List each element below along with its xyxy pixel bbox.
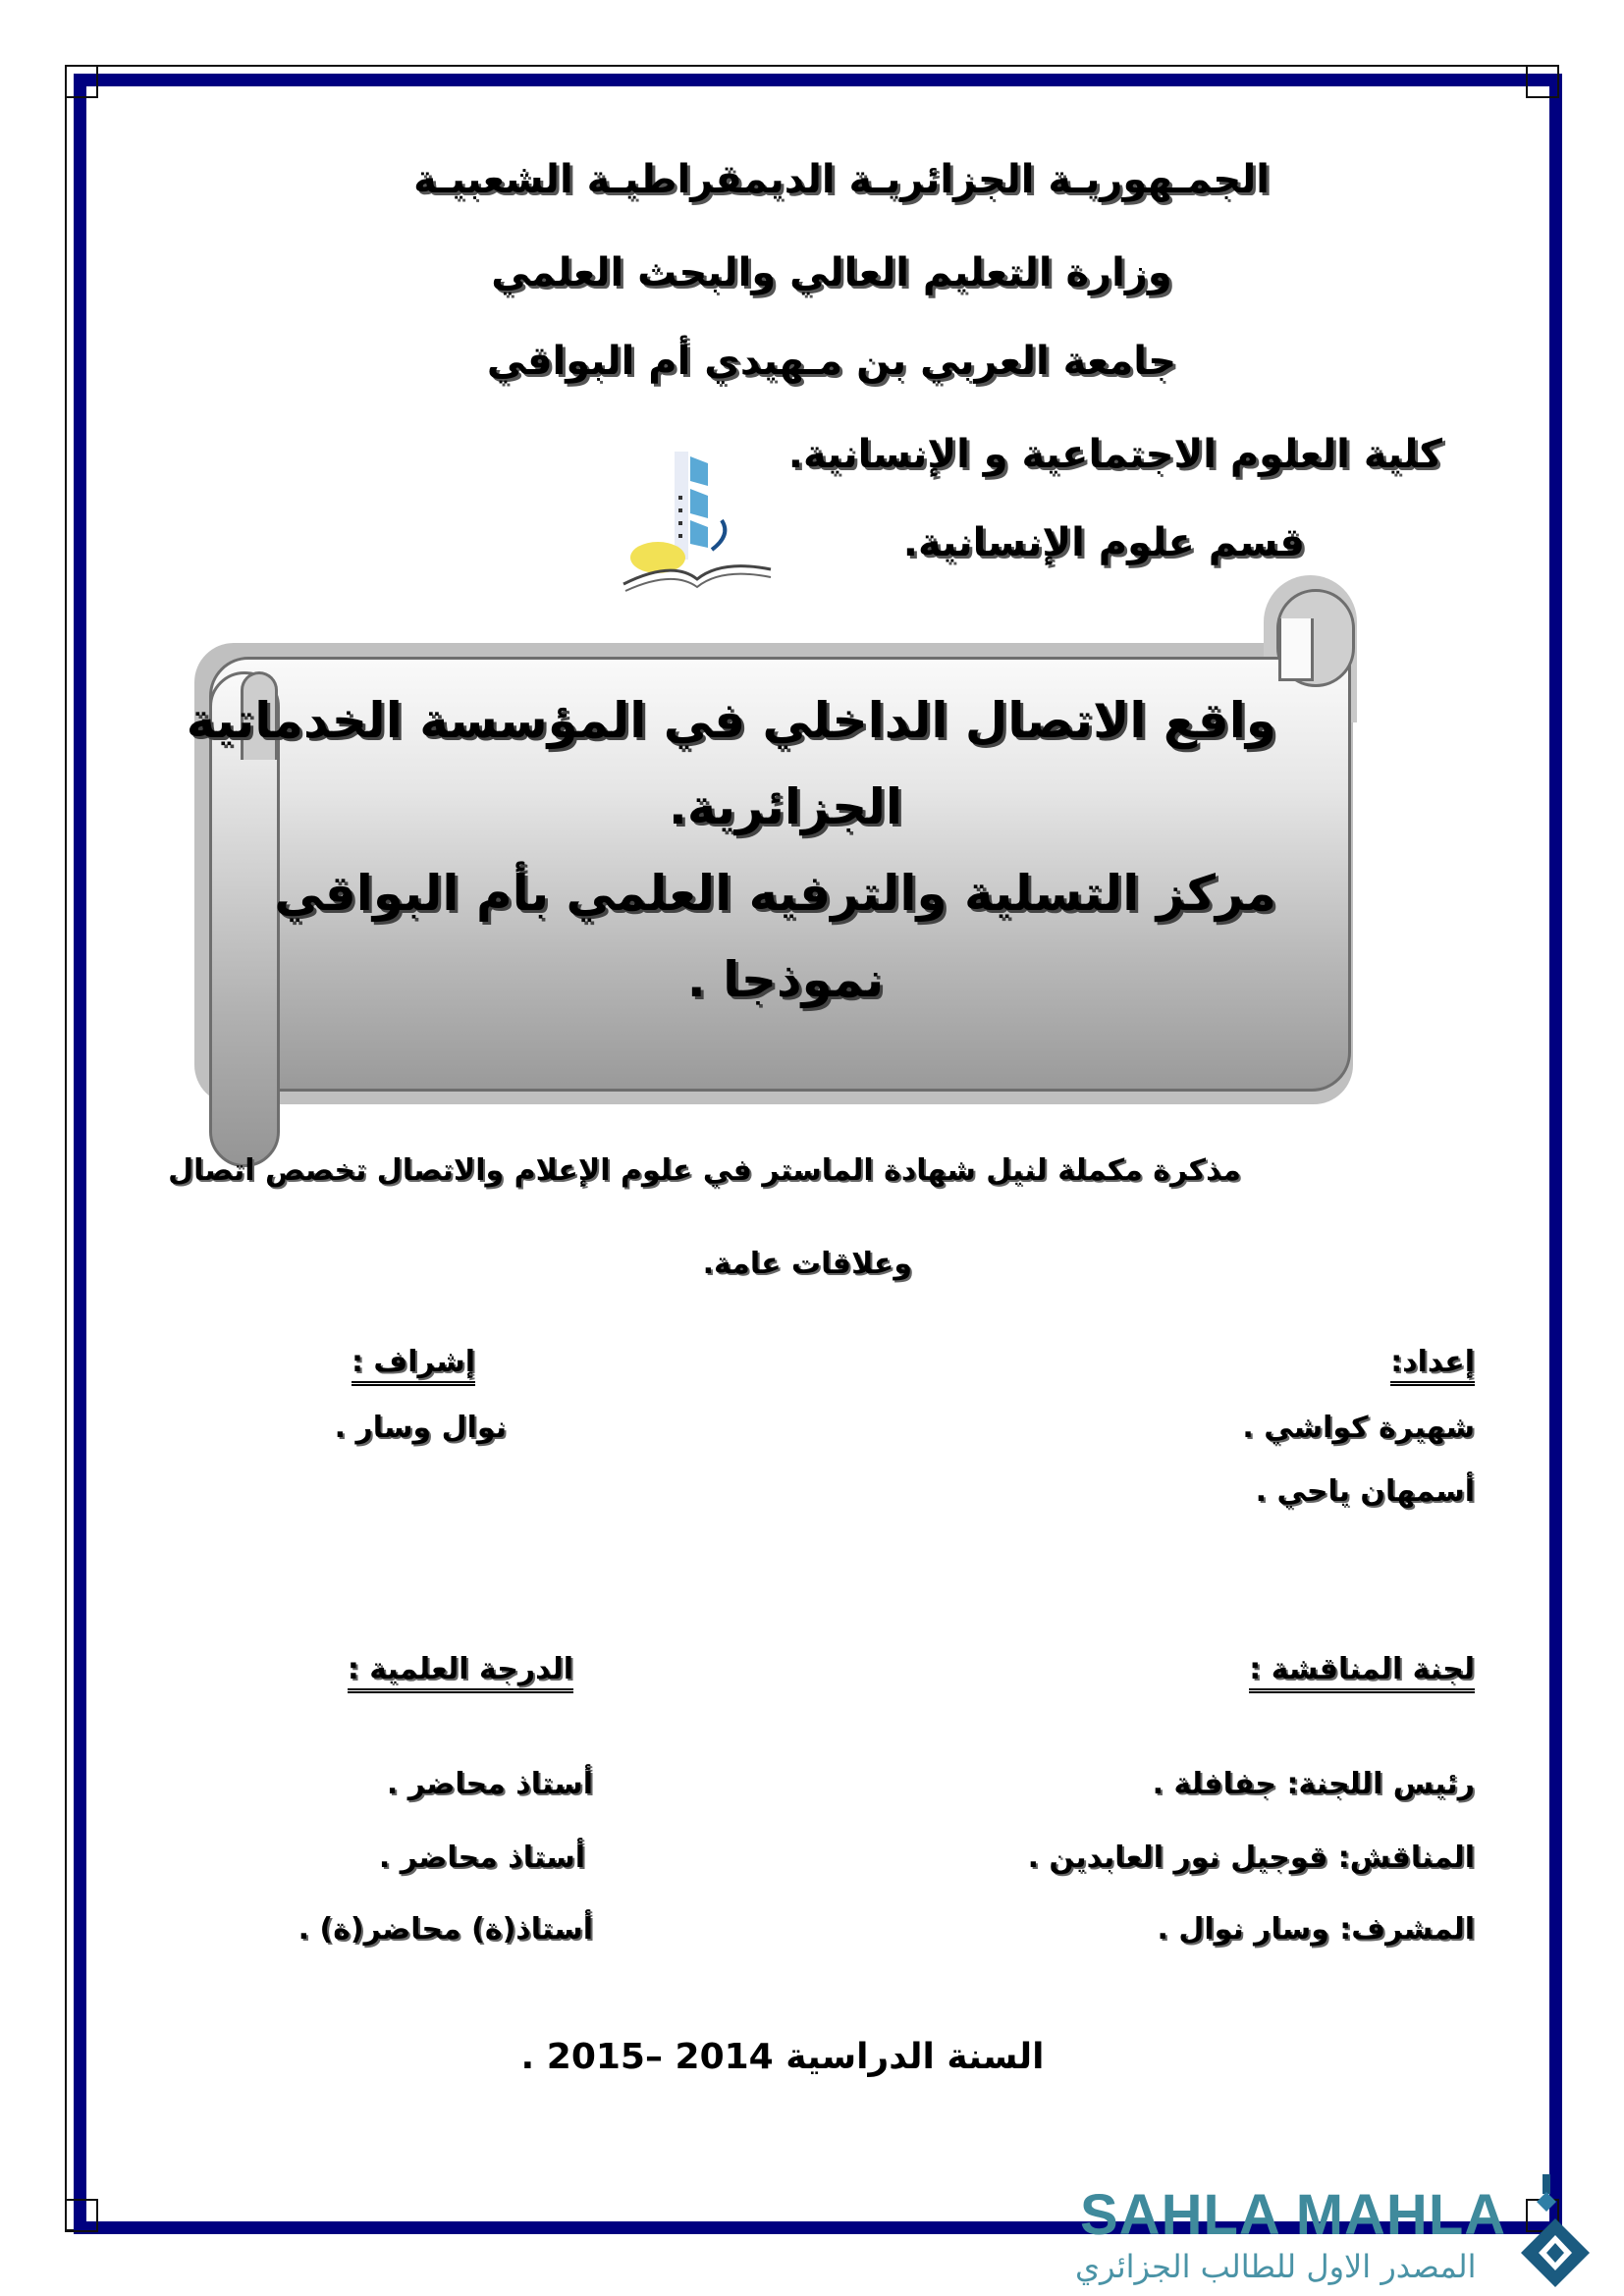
committee-member-role: رئيس اللجنة: جفافلة . (1152, 1767, 1475, 1801)
faculty-heading: كلية العلوم الاجتماعية و الإنسانية. (787, 432, 1442, 477)
preparation-label (1390, 1345, 1475, 1379)
committee-member-role: المناقش: قوجيل نور العابدين . (1027, 1841, 1475, 1875)
ministry-heading: وزارة التعليم العالي والبحث العلمي (491, 250, 1172, 295)
thesis-title-line-2: الجزائرية. (668, 778, 903, 835)
degree-label-text: الدرجة العلمية : (348, 1652, 573, 1693)
committee-member-role: المشرف: وسار نوال . (1157, 1912, 1475, 1947)
committee-label-text: لجنة المناقشة : (1249, 1652, 1475, 1693)
supervision-label (352, 1345, 475, 1379)
academic-year: السنة الدراسية 2014 –2015 . (520, 2037, 1045, 2077)
committee-member-degree: أستاذ محاضر . (386, 1767, 593, 1801)
supervision-label-text: إشراف : (352, 1345, 475, 1386)
preparation-label-text: إعداد: (1390, 1345, 1475, 1386)
committee-member-degree: أستاذ(ة) محاضر(ة) . (298, 1912, 593, 1947)
department-heading: قسم علوم الإنسانية. (902, 520, 1305, 565)
subtitle-line-2: وعلاقات عامة. (702, 1247, 912, 1281)
supervisor-name: نوال وسار . (334, 1411, 507, 1445)
watermark-tagline: المصدر الاول للطالب الجزائري (1075, 2248, 1477, 2285)
border-corner-ornament (1526, 65, 1559, 98)
subtitle-line-1: مذكرة مكملة لنيل شهادة الماستر في علوم الإعلام والاتصال تخصص اتصال (168, 1153, 1241, 1188)
republic-heading: الجمـهوريـة الجزائريـة الديمقراطيـة الشعبيـة (413, 157, 1270, 202)
student-name: شهيرة كواشي . (1242, 1411, 1475, 1445)
watermark-brand: SAHLA MAHLA (1080, 2183, 1507, 2247)
thesis-title-line-1: واقع الاتصال الداخلي في المؤسسة الخدماتية (186, 692, 1276, 749)
thesis-title-line-3: مركز التسلية والترفيه العلمي بأم البواقي (274, 865, 1276, 922)
committee-label (1249, 1652, 1475, 1686)
scroll-right-curl-inner (1278, 618, 1314, 681)
university-heading: جامعة العربي بن مـهيدي أم البواقي (486, 339, 1177, 384)
university-logo-icon (614, 442, 785, 599)
border-corner-ornament (65, 65, 98, 98)
thesis-title (186, 677, 1276, 1023)
committee-member-degree: أستاذ محاضر . (378, 1841, 585, 1875)
student-name: أسمهان ياحي . (1255, 1474, 1475, 1509)
border-corner-ornament (65, 2199, 98, 2232)
thesis-title-line-4: نموذجا . (686, 951, 885, 1008)
degree-label (348, 1652, 573, 1686)
watermark-emblem-icon (1517, 2174, 1594, 2292)
